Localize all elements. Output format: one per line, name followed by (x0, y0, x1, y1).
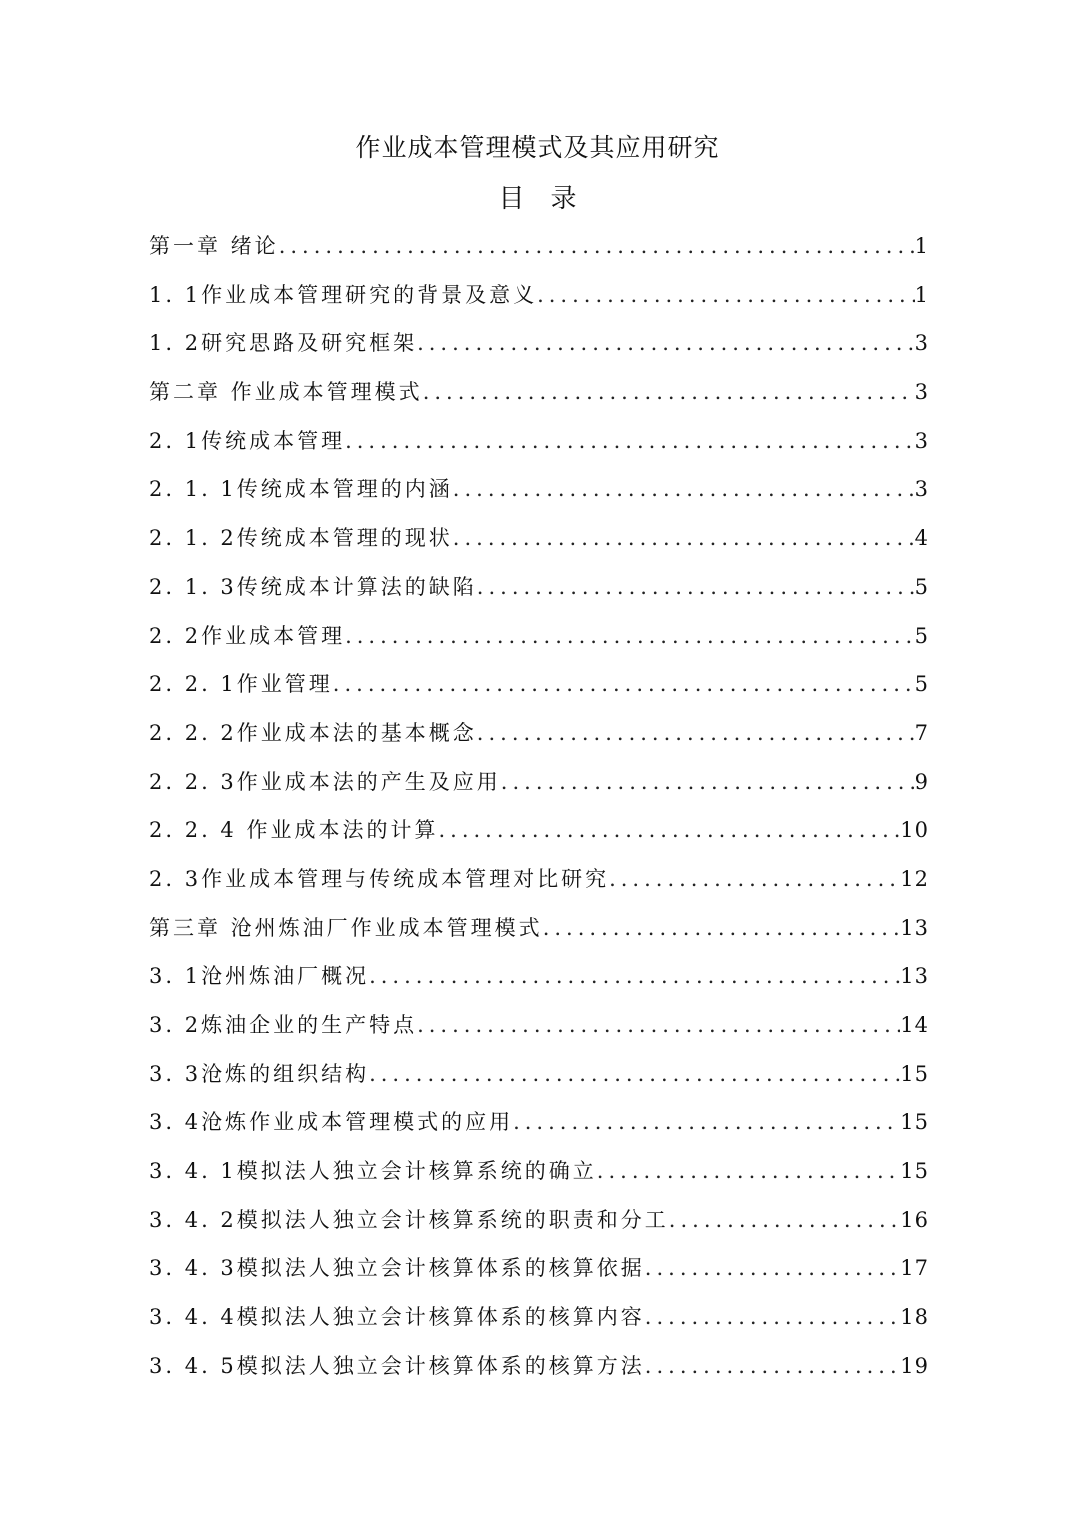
toc-entry-page-number: 17 (900, 1256, 929, 1281)
toc-entry-page-number: 18 (900, 1305, 929, 1330)
toc-dot-leader (369, 1050, 900, 1099)
toc-entry-label: 2. 2作业成本管理 (149, 623, 346, 648)
toc-entry-page-number: 13 (900, 964, 929, 989)
toc-dot-leader (645, 1293, 900, 1342)
toc-entry-label: 第三章 沧州炼油厂作业成本管理模式 (149, 915, 543, 940)
toc-entry[interactable] (149, 319, 929, 368)
toc-dot-leader (669, 1196, 900, 1245)
toc-dot-leader (417, 319, 915, 368)
toc-entry[interactable] (149, 1050, 929, 1099)
toc-dot-leader (333, 660, 915, 709)
toc-entry-page-number: 16 (900, 1207, 929, 1232)
toc-entry-label: 2. 2. 2作业成本法的基本概念 (149, 720, 477, 745)
toc-entry-label: 3. 4. 4模拟法人独立会计核算体系的核算内容 (149, 1305, 645, 1330)
toc-entry-page-number: 1 (914, 282, 929, 307)
toc-entry-label: 2. 2. 1作业管理 (149, 672, 333, 697)
toc-dot-leader (438, 806, 900, 855)
toc-entry[interactable] (149, 417, 929, 466)
toc-dot-leader (423, 368, 915, 417)
toc-entry[interactable] (149, 271, 929, 320)
toc-dot-leader (597, 1147, 900, 1196)
toc-dot-leader (513, 1098, 900, 1147)
toc-entry[interactable] (149, 1001, 929, 1050)
toc-entry-page-number: 3 (914, 380, 929, 405)
toc-entry[interactable] (149, 1244, 929, 1293)
toc-entry-label: 3. 4. 3模拟法人独立会计核算体系的核算依据 (149, 1256, 645, 1281)
toc-dot-leader (501, 758, 915, 807)
toc-entry-label: 1. 1作业成本管理研究的背景及意义 (149, 282, 538, 307)
toc-entry[interactable] (149, 612, 929, 661)
toc-dot-leader (645, 1244, 900, 1293)
toc-heading: 目录 (498, 184, 603, 214)
toc-entry[interactable] (149, 563, 929, 612)
document-title: 作业成本管理模式及其应用研究 (355, 133, 720, 162)
toc-entry-page-number: 3 (914, 428, 929, 453)
toc-entry-page-number: 1 (914, 234, 929, 258)
toc-dot-leader (477, 563, 915, 612)
toc-entry-page-number: 10 (900, 818, 929, 843)
toc-entry[interactable] (149, 222, 929, 271)
toc-entry[interactable] (149, 1196, 929, 1245)
toc-entry-label: 2. 2. 3作业成本法的产生及应用 (149, 769, 501, 794)
toc-entry[interactable] (149, 806, 929, 855)
toc-entry-label: 3. 1沧州炼油厂概况 (149, 964, 370, 989)
toc-entry-page-number: 19 (900, 1353, 929, 1378)
toc-entry[interactable] (149, 465, 929, 514)
toc-entry-page-number: 4 (914, 526, 929, 551)
toc-dot-leader (453, 514, 915, 563)
toc-entry[interactable] (149, 855, 929, 904)
toc-dot-leader (477, 709, 915, 758)
toc-entry-page-number: 12 (900, 866, 929, 891)
toc-entry-label: 2. 1. 3传统成本计算法的缺陷 (149, 574, 477, 599)
toc-entry-label: 2. 1. 2传统成本管理的现状 (149, 526, 453, 551)
toc-entry-page-number: 3 (914, 331, 929, 356)
toc-entry-page-number: 3 (914, 477, 929, 502)
toc-entry-page-number: 14 (900, 1013, 929, 1037)
toc-entry[interactable] (149, 758, 929, 807)
toc-entry-label: 第一章 绪论 (149, 234, 279, 258)
toc-entry[interactable] (149, 1147, 929, 1196)
toc-entry-page-number: 9 (914, 769, 929, 794)
toc-dot-leader (345, 612, 915, 661)
toc-entry[interactable] (149, 709, 929, 758)
toc-entry-page-number: 5 (914, 623, 929, 648)
toc-entry-label: 3. 4. 1模拟法人独立会计核算系统的确立 (149, 1159, 597, 1184)
toc-dot-leader (645, 1342, 900, 1391)
toc-entry-page-number: 15 (900, 1159, 929, 1184)
toc-entry-label: 3. 4. 2模拟法人独立会计核算系统的职责和分工 (149, 1207, 669, 1232)
table-of-contents (149, 222, 929, 1391)
toc-entry-label: 2. 1传统成本管理 (149, 428, 346, 453)
toc-entry[interactable] (149, 1293, 929, 1342)
toc-entry-label: 第二章 作业成本管理模式 (149, 380, 423, 405)
toc-entry-page-number: 5 (914, 672, 929, 697)
toc-entry[interactable] (149, 952, 929, 1001)
toc-entry-page-number: 15 (900, 1061, 929, 1086)
toc-entry-page-number: 15 (900, 1110, 929, 1135)
toc-entry-label: 2. 3作业成本管理与传统成本管理对比研究 (149, 866, 610, 891)
toc-dot-leader (345, 417, 915, 466)
toc-dot-leader (453, 465, 915, 514)
toc-entry[interactable] (149, 1342, 929, 1391)
toc-dot-leader (609, 855, 900, 904)
toc-entry-label: 1. 2研究思路及研究框架 (149, 331, 418, 356)
toc-entry[interactable] (149, 904, 929, 953)
toc-entry-label: 3. 4. 5模拟法人独立会计核算体系的核算方法 (149, 1353, 645, 1378)
toc-entry[interactable] (149, 1098, 929, 1147)
toc-entry-page-number: 5 (914, 574, 929, 599)
toc-entry[interactable] (149, 514, 929, 563)
toc-dot-leader (537, 271, 915, 320)
toc-entry-label: 2. 1. 1传统成本管理的内涵 (149, 477, 453, 502)
toc-entry[interactable] (149, 660, 929, 709)
toc-dot-leader (369, 952, 900, 1001)
toc-entry-label: 3. 3沧炼的组织结构 (149, 1061, 370, 1086)
toc-entry-page-number: 7 (914, 720, 929, 745)
toc-entry-page-number: 13 (900, 915, 929, 940)
toc-entry[interactable] (149, 368, 929, 417)
toc-dot-leader (279, 222, 915, 271)
toc-entry-label: 3. 2炼油企业的生产特点 (149, 1013, 418, 1037)
toc-entry-label: 2. 2. 4 作业成本法的计算 (149, 818, 439, 843)
toc-entry-label: 3. 4沧炼作业成本管理模式的应用 (149, 1110, 514, 1135)
toc-dot-leader (543, 904, 901, 953)
toc-dot-leader (417, 1001, 900, 1050)
